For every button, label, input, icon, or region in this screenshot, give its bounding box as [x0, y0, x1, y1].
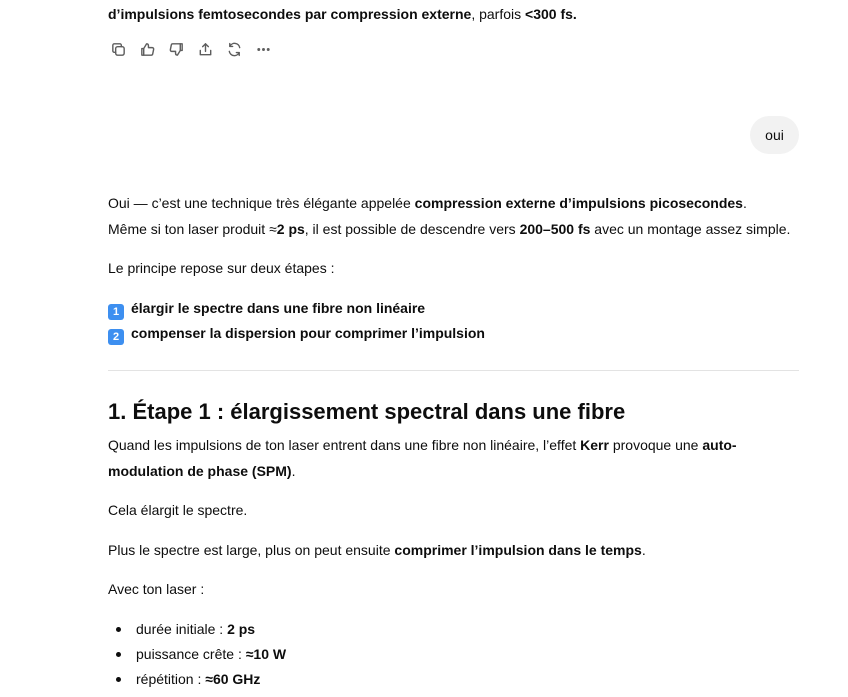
list-item: [136, 644, 286, 664]
more-options-button[interactable]: [251, 38, 275, 60]
copy-icon: [110, 41, 127, 58]
thumbs-down-icon: [168, 41, 185, 58]
prev-bold-2: <300 fs.: [525, 6, 577, 22]
paragraph-laser: [108, 219, 790, 239]
p1-text-2: .: [742, 195, 747, 211]
bad-response-button[interactable]: [164, 38, 188, 60]
paragraph-kerr-line-2: [108, 461, 295, 481]
paragraph-principle: Le principe repose sur deux étapes :: [108, 260, 335, 276]
prev-text-1: , parfois: [471, 6, 526, 22]
regenerate-icon: [226, 41, 243, 58]
bullet-dot: [116, 652, 121, 657]
paragraph-kerr-line-1: [108, 435, 737, 455]
list-item-label: durée initiale :: [136, 621, 228, 637]
p2-text-2: , il est possible de descendre vers: [304, 221, 520, 237]
step-text: compenser la dispersion pour comprimer l’impulsion: [131, 325, 485, 341]
list-item-label: puissance crête :: [136, 646, 246, 662]
paragraph-compression: [108, 540, 646, 560]
user-message-text: oui: [765, 127, 784, 143]
p4-text-2: provoque une: [608, 437, 703, 453]
copy-button[interactable]: [106, 38, 130, 60]
p2-text-1: Même si ton laser produit ≈: [108, 221, 277, 237]
section-heading: 1. Étape 1 : élargissement spectral dans une fibre: [108, 399, 626, 424]
step-text: élargir le spectre dans une fibre non linéaire: [131, 300, 426, 316]
paragraph-intro: [108, 193, 747, 213]
keycap-one-icon: 1: [108, 304, 124, 320]
p4-text-3: .: [291, 463, 296, 479]
p1-bold-1: compression externe d’impulsions picosecondes: [414, 195, 743, 211]
prev-bold-1: d’impulsions femtosecondes par compression externe: [108, 6, 472, 22]
good-response-button[interactable]: [135, 38, 159, 60]
p6-text-2: .: [641, 542, 646, 558]
p4-bold-2: auto-: [702, 437, 737, 453]
p4-bold-1: Kerr: [580, 437, 609, 453]
message-action-bar: [106, 38, 275, 60]
thumbs-up-icon: [139, 41, 156, 58]
step-item: [108, 298, 425, 320]
list-item-label: répétition :: [136, 671, 206, 687]
share-icon: [197, 41, 214, 58]
user-message-bubble: [750, 116, 799, 154]
bullet-dot: [116, 677, 121, 682]
p4-text-1: Quand les impulsions de ton laser entrent dans une fibre non linéaire, l’effet: [108, 437, 581, 453]
share-button[interactable]: [193, 38, 217, 60]
p6-bold-1: comprimer l’impulsion dans le temps: [394, 542, 642, 558]
list-item-value: 2 ps: [227, 621, 256, 637]
p1-text-1: Oui — c’est une technique très élégante appelée: [108, 195, 415, 211]
paragraph-with-laser: Avec ton laser :: [108, 581, 205, 597]
p6-text-1: Plus le spectre est large, plus on peut ensuite: [108, 542, 395, 558]
step-item: [108, 323, 485, 345]
bullet-dot: [116, 627, 121, 632]
list-item: [136, 669, 260, 689]
list-item-value: ≈10 W: [245, 646, 287, 662]
more-icon: [255, 41, 272, 58]
list-item: [136, 619, 255, 639]
p4-bold-3: modulation de phase (SPM): [108, 463, 292, 479]
p2-text-3: avec un montage assez simple.: [590, 221, 791, 237]
prev-message-tail: [108, 4, 577, 24]
keycap-two-icon: 2: [108, 329, 124, 345]
list-item-value: ≈60 GHz: [205, 671, 261, 687]
section-divider: [108, 370, 799, 371]
regenerate-button[interactable]: [222, 38, 246, 60]
p2-bold-1: 2 ps: [276, 221, 305, 237]
paragraph-spectrum: Cela élargit le spectre.: [108, 502, 248, 518]
p2-bold-2: 200–500 fs: [519, 221, 591, 237]
